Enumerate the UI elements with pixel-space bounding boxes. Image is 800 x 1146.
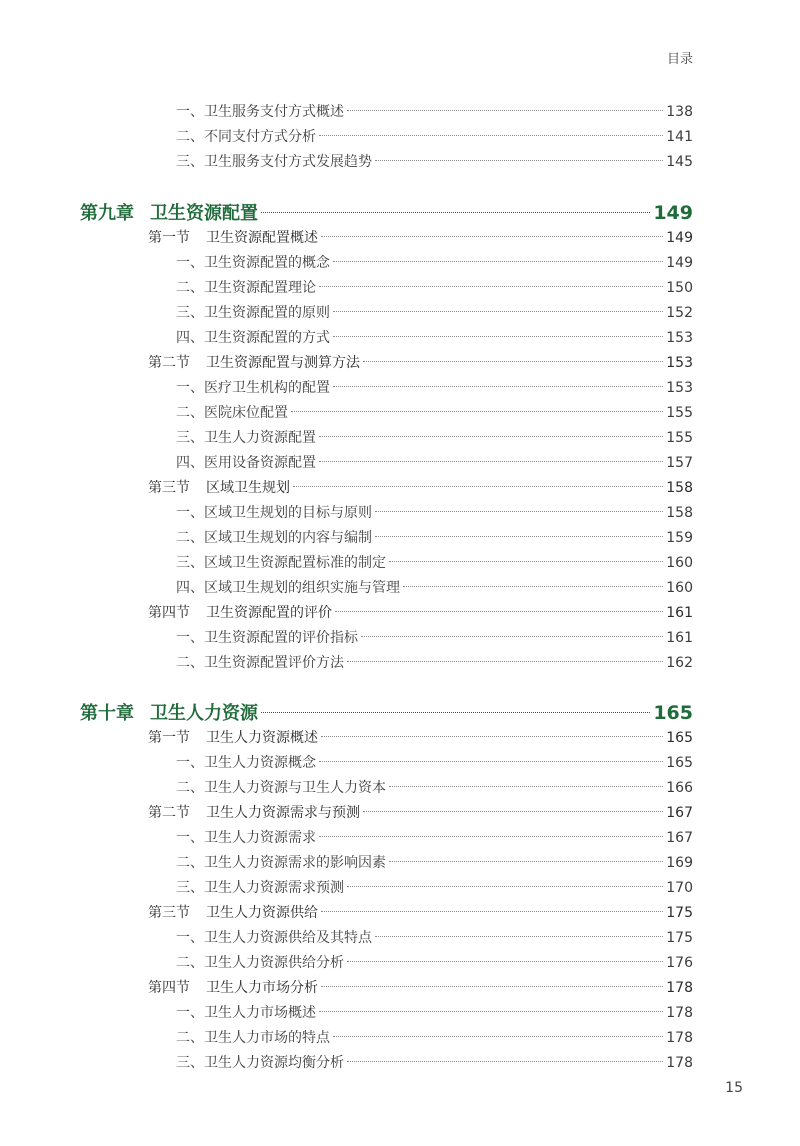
toc-item-label: 一、卫生服务支付方式概述 xyxy=(176,104,344,120)
dot-leader xyxy=(333,336,663,337)
toc-item[interactable] xyxy=(176,626,693,651)
toc-page-number: 167 xyxy=(666,830,693,846)
chapter-title: 卫生资源配置 xyxy=(150,203,258,224)
toc-chapter[interactable] xyxy=(80,198,693,228)
section-number: 第四节 xyxy=(148,605,190,621)
toc-item-label: 一、卫生人力资源供给及其特点 xyxy=(176,930,372,946)
toc-page-number: 158 xyxy=(666,505,693,521)
toc-item[interactable] xyxy=(176,326,693,351)
toc-item-label: 四、卫生资源配置的方式 xyxy=(176,330,330,346)
toc-item[interactable] xyxy=(176,551,693,576)
section-number: 第一节 xyxy=(148,230,190,246)
toc-item-label: 一、医疗卫生机构的配置 xyxy=(176,380,330,396)
toc-page-number: 162 xyxy=(666,655,693,671)
dot-leader xyxy=(375,536,663,537)
toc-page-number: 158 xyxy=(666,480,693,496)
dot-leader xyxy=(361,636,663,637)
section-title: 卫生人力市场分析 xyxy=(206,980,318,996)
toc-item[interactable] xyxy=(176,951,693,976)
section-title: 卫生人力资源概述 xyxy=(206,730,318,746)
toc-item[interactable] xyxy=(176,100,693,125)
section-heading xyxy=(148,601,332,626)
toc-page-number: 165 xyxy=(666,755,693,771)
toc-page-number: 150 xyxy=(666,280,693,296)
toc-item-label: 一、卫生资源配置的评价指标 xyxy=(176,630,358,646)
toc-item-label: 三、卫生服务支付方式发展趋势 xyxy=(176,154,372,170)
section-heading xyxy=(148,226,318,251)
dot-leader xyxy=(333,1036,663,1037)
toc-item[interactable] xyxy=(176,376,693,401)
toc-page-number: 161 xyxy=(666,605,693,621)
dot-leader xyxy=(389,861,663,862)
toc-item-label: 三、卫生人力资源均衡分析 xyxy=(176,1055,344,1071)
toc-item[interactable] xyxy=(176,526,693,551)
toc-chapter[interactable] xyxy=(80,698,693,728)
toc-section[interactable] xyxy=(148,476,693,501)
toc-page-number: 161 xyxy=(666,630,693,646)
toc-item-label: 一、卫生资源配置的概念 xyxy=(176,255,330,271)
toc-page-number: 153 xyxy=(666,380,693,396)
toc-item[interactable] xyxy=(176,876,693,901)
toc-page-number: 155 xyxy=(666,430,693,446)
section-title: 卫生人力资源供给 xyxy=(206,905,318,921)
toc-page-number: 165 xyxy=(666,730,693,746)
toc-item-label: 二、区域卫生规划的内容与编制 xyxy=(176,530,372,546)
dot-leader xyxy=(389,786,663,787)
toc-page-number: 157 xyxy=(666,455,693,471)
dot-leader xyxy=(375,936,663,937)
toc-page-number: 155 xyxy=(666,405,693,421)
toc-item[interactable] xyxy=(176,576,693,601)
chapter-title: 卫生人力资源 xyxy=(150,703,258,724)
toc-item[interactable] xyxy=(176,1026,693,1051)
toc-item-label: 四、区域卫生规划的组织实施与管理 xyxy=(176,580,400,596)
section-heading xyxy=(148,901,318,926)
chapter-heading xyxy=(80,699,258,729)
section-heading xyxy=(148,976,318,1001)
dot-leader xyxy=(291,411,663,412)
dot-leader xyxy=(375,511,663,512)
dot-leader xyxy=(347,110,663,111)
toc-item[interactable] xyxy=(176,401,693,426)
section-title: 卫生资源配置的评价 xyxy=(206,605,332,621)
toc-page-number: 149 xyxy=(653,202,693,224)
toc-page-number: 170 xyxy=(666,880,693,896)
dot-leader xyxy=(319,461,663,462)
section-number: 第二节 xyxy=(148,805,190,821)
dot-leader xyxy=(321,236,663,237)
dot-leader xyxy=(319,836,663,837)
toc-section[interactable] xyxy=(148,726,693,751)
toc-item[interactable] xyxy=(176,125,693,150)
toc-item-label: 四、医用设备资源配置 xyxy=(176,455,316,471)
dot-leader xyxy=(319,135,663,136)
dot-leader xyxy=(389,561,663,562)
toc-section[interactable] xyxy=(148,901,693,926)
section-number: 第四节 xyxy=(148,980,190,996)
toc-item-label: 三、卫生人力资源需求预测 xyxy=(176,880,344,896)
chapter-number: 第十章 xyxy=(80,703,134,724)
toc-item-label: 一、卫生人力市场概述 xyxy=(176,1005,316,1021)
toc-page-number: 169 xyxy=(666,855,693,871)
dot-leader xyxy=(403,586,663,587)
section-title: 区域卫生规划 xyxy=(206,480,290,496)
toc-page-number: 149 xyxy=(666,230,693,246)
section-heading xyxy=(148,801,360,826)
dot-leader xyxy=(333,386,663,387)
toc-page-number: 175 xyxy=(666,930,693,946)
toc-item-label: 二、卫生资源配置理论 xyxy=(176,280,316,296)
page-number: 15 xyxy=(725,1080,743,1096)
toc-page-number: 175 xyxy=(666,905,693,921)
dot-leader xyxy=(333,311,663,312)
toc-page-number: 145 xyxy=(666,154,693,170)
dot-leader xyxy=(321,911,663,912)
dot-leader xyxy=(319,436,663,437)
toc-item[interactable] xyxy=(176,1001,693,1026)
toc-item-label: 二、卫生资源配置评价方法 xyxy=(176,655,344,671)
toc-page-number: 141 xyxy=(666,129,693,145)
toc-page-number: 149 xyxy=(666,255,693,271)
section-title: 卫生资源配置与测算方法 xyxy=(206,355,360,371)
dot-leader xyxy=(293,486,663,487)
toc-item[interactable] xyxy=(176,276,693,301)
toc-page-number: 178 xyxy=(666,1005,693,1021)
toc-page-number: 159 xyxy=(666,530,693,546)
toc-page-number: 178 xyxy=(666,980,693,996)
section-number: 第三节 xyxy=(148,905,190,921)
dot-leader xyxy=(347,661,663,662)
toc-item-label: 三、卫生人力资源配置 xyxy=(176,430,316,446)
section-heading xyxy=(148,351,360,376)
toc-item-label: 二、卫生人力资源与卫生人力资本 xyxy=(176,780,386,796)
toc-item[interactable] xyxy=(176,501,693,526)
toc-item[interactable] xyxy=(176,751,693,776)
toc-item-label: 一、卫生人力资源需求 xyxy=(176,830,316,846)
chapter-number: 第九章 xyxy=(80,203,134,224)
section-number: 第三节 xyxy=(148,480,190,496)
toc-item[interactable] xyxy=(176,826,693,851)
section-number: 第二节 xyxy=(148,355,190,371)
dot-leader xyxy=(375,160,663,161)
toc-page-number: 167 xyxy=(666,805,693,821)
dot-leader xyxy=(319,286,663,287)
toc-item[interactable] xyxy=(176,651,693,676)
toc-item-label: 二、卫生人力市场的特点 xyxy=(176,1030,330,1046)
toc-item-label: 二、医院床位配置 xyxy=(176,405,288,421)
section-heading xyxy=(148,476,290,501)
dot-leader xyxy=(319,761,663,762)
section-title: 卫生资源配置概述 xyxy=(206,230,318,246)
toc-section[interactable] xyxy=(148,601,693,626)
dot-leader xyxy=(335,611,663,612)
toc-item-label: 二、卫生人力资源需求的影响因素 xyxy=(176,855,386,871)
section-title: 卫生人力资源需求与预测 xyxy=(206,805,360,821)
toc-item[interactable] xyxy=(176,301,693,326)
toc-item-label: 三、区域卫生资源配置标准的制定 xyxy=(176,555,386,571)
toc-page-number: 153 xyxy=(666,330,693,346)
toc-item[interactable] xyxy=(176,150,693,175)
dot-leader xyxy=(321,986,663,987)
toc-page-number: 160 xyxy=(666,580,693,596)
toc-item-label: 二、卫生人力资源供给分析 xyxy=(176,955,344,971)
toc-page-number: 152 xyxy=(666,305,693,321)
toc-page-number: 153 xyxy=(666,355,693,371)
dot-leader xyxy=(347,961,663,962)
running-header: 目录 xyxy=(666,52,693,67)
toc-item[interactable] xyxy=(176,426,693,451)
toc-item-label: 二、不同支付方式分析 xyxy=(176,129,316,145)
toc-item-label: 一、区域卫生规划的目标与原则 xyxy=(176,505,372,521)
dot-leader xyxy=(363,811,663,812)
toc-item[interactable] xyxy=(176,251,693,276)
toc-item[interactable] xyxy=(176,1051,693,1076)
toc-page-number: 178 xyxy=(666,1055,693,1071)
dot-leader xyxy=(321,736,663,737)
toc-item-label: 三、卫生资源配置的原则 xyxy=(176,305,330,321)
toc-section[interactable] xyxy=(148,976,693,1001)
toc-item[interactable] xyxy=(176,451,693,476)
dot-leader xyxy=(363,361,663,362)
toc-section[interactable] xyxy=(148,226,693,251)
chapter-heading xyxy=(80,199,258,229)
toc-page-number: 138 xyxy=(666,104,693,120)
toc-page-number: 160 xyxy=(666,555,693,571)
toc-page-number: 165 xyxy=(653,702,693,724)
dot-leader xyxy=(261,712,650,713)
dot-leader xyxy=(347,886,663,887)
toc-section[interactable] xyxy=(148,801,693,826)
dot-leader xyxy=(319,1011,663,1012)
section-number: 第一节 xyxy=(148,730,190,746)
toc-page-number: 176 xyxy=(666,955,693,971)
toc-page-number: 178 xyxy=(666,1030,693,1046)
dot-leader xyxy=(347,1061,663,1062)
toc-page-number: 166 xyxy=(666,780,693,796)
dot-leader xyxy=(261,212,650,213)
toc-section[interactable] xyxy=(148,351,693,376)
toc-item[interactable] xyxy=(176,851,693,876)
dot-leader xyxy=(333,261,663,262)
toc-item[interactable] xyxy=(176,926,693,951)
section-heading xyxy=(148,726,318,751)
toc-item-label: 一、卫生人力资源概念 xyxy=(176,755,316,771)
toc-item[interactable] xyxy=(176,776,693,801)
